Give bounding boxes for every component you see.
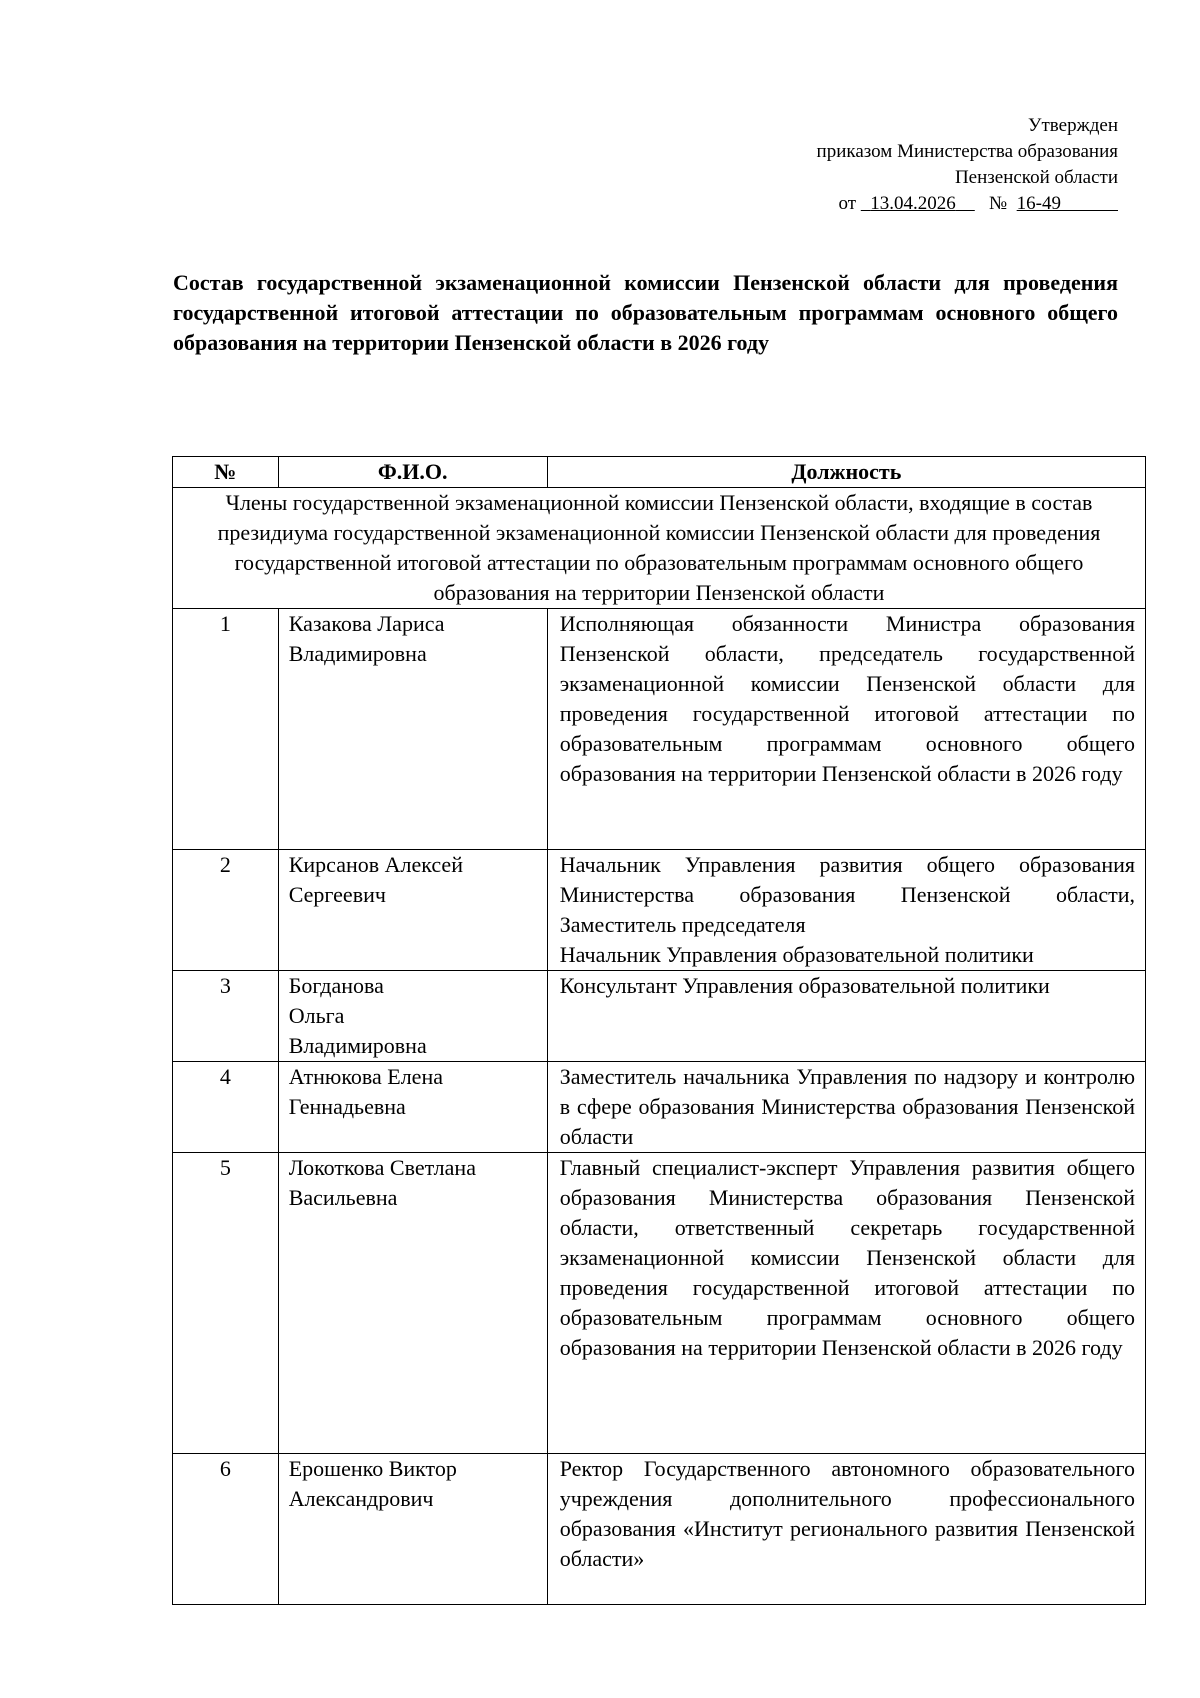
header-number: № bbox=[173, 457, 279, 488]
table-row bbox=[173, 971, 1146, 1062]
member-name: Локоткова Светлана Васильевна bbox=[278, 1153, 547, 1454]
document-title: Состав государственной экзаменационной комиссии Пензенской области для проведения государственной итоговой аттестации по образовательным программам основного общего образования на территории Пензенской области в 2026 году bbox=[173, 270, 1118, 355]
row-number: 2 bbox=[173, 850, 279, 971]
approval-line-region: Пензенской области bbox=[954, 167, 1118, 188]
date-prefix: от bbox=[838, 193, 857, 214]
member-position: Консультант Управления образовательной политики bbox=[547, 971, 1145, 1062]
section-heading-row bbox=[173, 488, 1146, 609]
member-name: Атнюкова Елена Геннадьевна bbox=[278, 1062, 547, 1153]
member-position: Исполняющая обязанности Министра образования Пензенской области, председатель государственной экзаменационной комиссии Пензенской области для проведения государственной итоговой аттестации по образовательным программам основного общего образования на территории Пензенской области в 2026 году bbox=[547, 609, 1145, 850]
row-number: 4 bbox=[173, 1062, 279, 1153]
member-name: Ерошенко Виктор Александрович bbox=[278, 1454, 547, 1605]
approval-date-line bbox=[817, 191, 1118, 217]
order-number: 16-49 bbox=[1016, 193, 1061, 214]
member-position-extra: Начальник Управления образовательной политики bbox=[559, 942, 1034, 967]
number-prefix: № bbox=[989, 193, 1008, 214]
header-name: Ф.И.О. bbox=[278, 457, 547, 488]
member-name: Казакова Лариса Владимировна bbox=[278, 609, 547, 850]
order-date: 13.04.2026 bbox=[870, 193, 956, 214]
member-name: Богданова Ольга Владимировна bbox=[278, 971, 547, 1062]
approval-line-approved: Утвержден bbox=[1028, 115, 1118, 136]
approval-line-order: приказом Министерства образования bbox=[816, 141, 1118, 162]
member-position: Заместитель начальника Управления по надзору и контролю в сфере образования Министерства образования Пензенской области bbox=[547, 1062, 1145, 1153]
table-row bbox=[173, 1153, 1146, 1454]
section-heading: Члены государственной экзаменационной комиссии Пензенской области, входящие в состав президиума государственной экзаменационной комиссии Пензенской области для проведения государственной итоговой аттестации по образовательным программам основного общего образования на территории Пензенской области bbox=[173, 488, 1146, 609]
row-number: 1 bbox=[173, 609, 279, 850]
approval-stamp bbox=[817, 113, 1118, 217]
member-position: Начальник Управления развития общего образования Министерства образования Пензенской области, Заместитель председателя bbox=[559, 852, 1135, 937]
table-row bbox=[173, 1062, 1146, 1153]
table-row bbox=[173, 609, 1146, 850]
member-position: Ректор Государственного автономного образовательного учреждения дополнительного профессионального образования «Институт регионального развития Пензенской области» bbox=[547, 1454, 1145, 1605]
table-row bbox=[173, 850, 1146, 971]
table-header-row bbox=[173, 457, 1146, 488]
row-number: 6 bbox=[173, 1454, 279, 1605]
member-position: Главный специалист-эксперт Управления развития общего образования Министерства образования Пензенской области, ответственный секретарь государственной экзаменационной комиссии Пензенской области для проведения государственной итоговой аттестации по образовательным программам основного общего образования на территории Пензенской области в 2026 году bbox=[547, 1153, 1145, 1454]
header-position: Должность bbox=[547, 457, 1145, 488]
row-number: 3 bbox=[173, 971, 279, 1062]
member-position-cell bbox=[547, 850, 1145, 971]
commission-table bbox=[172, 456, 1146, 1605]
member-name: Кирсанов Алексей Сергеевич bbox=[278, 850, 547, 971]
table-row bbox=[173, 1454, 1146, 1605]
row-number: 5 bbox=[173, 1153, 279, 1454]
